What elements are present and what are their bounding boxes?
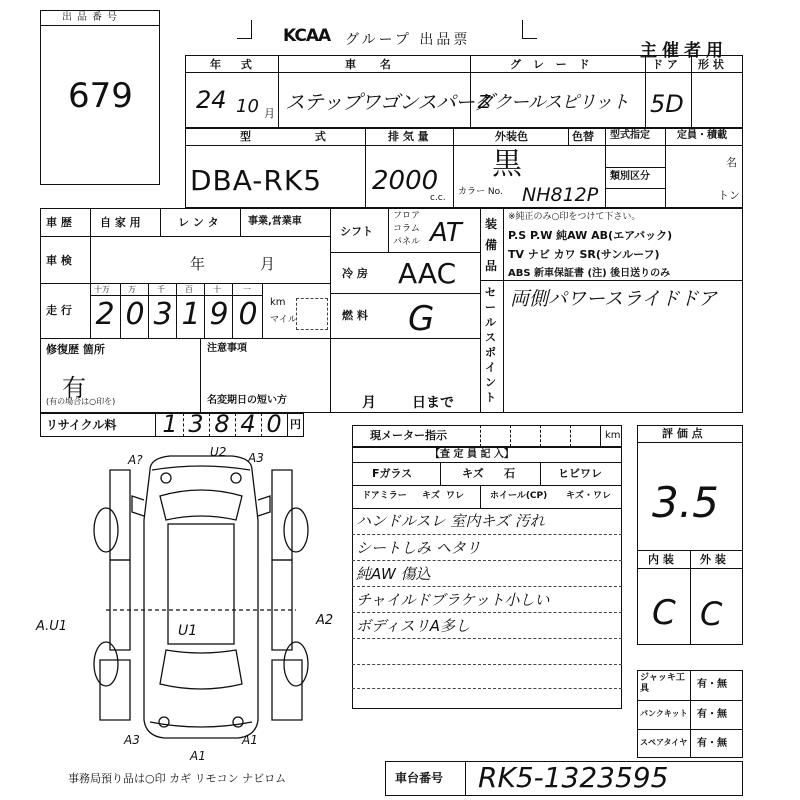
damage-mark: A3 <box>124 733 140 747</box>
wheel-label: ホイール(CP) <box>490 491 548 501</box>
km-unit: km <box>270 297 286 308</box>
fglass-label: Fガラス <box>372 467 413 480</box>
disp-value: 2000 <box>372 166 439 196</box>
color-value: 黒 <box>492 147 522 182</box>
color-change-label: 色替 <box>572 130 594 143</box>
mirror-crack[interactable]: ワレ <box>446 491 465 501</box>
inspector-remark: チャイルドブラケット小しい <box>356 591 550 609</box>
color-code-value: NH812P <box>522 184 599 206</box>
car-name-value: ステップワゴンスパーダ <box>285 90 493 114</box>
recycle-label: リサイクル料 <box>46 418 117 432</box>
history-option-rental[interactable]: レ ン タ <box>178 216 219 229</box>
damage-mark: A2 <box>316 613 334 628</box>
inspection-year-unit: 年 <box>190 255 206 273</box>
organizer-label: 主催者用 <box>640 41 728 61</box>
damage-mark: A1 <box>190 749 206 763</box>
mileage-unit: 十万 <box>94 285 110 294</box>
ac-value: AAC <box>398 257 457 290</box>
month-value: 10 <box>236 96 259 117</box>
color-code-label: カラー No. <box>458 187 503 197</box>
repair-note: (有の場合は○印を) <box>46 397 116 406</box>
equipment-line: ABS 新車保証書 (注) 後日送りのみ <box>508 268 671 279</box>
inspector-remark: ボディスリA多し <box>356 617 471 635</box>
grade-value: Z クールスピリット <box>478 92 629 113</box>
wheel-scratch[interactable]: キズ <box>566 491 584 501</box>
mileage-label: 走 行 <box>46 304 72 317</box>
mileage-unit: 十 <box>213 285 221 294</box>
rating-value: 3.5 <box>652 478 719 527</box>
mirror-label: ドアミラー <box>362 491 407 501</box>
sales-point-value: 両側パワースライドドア <box>510 288 717 310</box>
color-label: 外装色 <box>495 130 528 143</box>
history-option-business[interactable]: 事業,営業車 <box>248 216 302 227</box>
mileage-unit: 千 <box>157 285 165 294</box>
accessory-name: パンクキット <box>640 709 688 718</box>
meter-unit: km <box>605 430 621 441</box>
name-label: 車 名 <box>345 58 401 71</box>
meter-label: 現メーター指示 <box>370 429 447 442</box>
chassis-value: RK5-1323595 <box>478 761 669 794</box>
mileage-digit: 2 <box>95 297 115 332</box>
month-unit: 月 <box>264 107 275 120</box>
footer-note: 事務局預り品は○印 カギ リモコン ナビロム <box>68 772 287 785</box>
interior-label: 内 装 <box>648 553 674 566</box>
inspector-remark: 純AW 傷込 <box>356 565 431 583</box>
damage-mark: A1 <box>242 733 258 747</box>
accessory-value[interactable]: 有・無 <box>697 679 727 690</box>
accessory-name: スペアタイヤ <box>640 738 688 747</box>
fglass-stone[interactable]: 石 <box>504 467 515 480</box>
recycle-digit: 1 <box>162 410 178 438</box>
fuel-label: 燃 料 <box>342 309 368 322</box>
ac-label: 冷 房 <box>342 267 368 280</box>
damage-mark: U2 <box>210 445 227 459</box>
mileage-digit: 3 <box>153 297 173 332</box>
damage-mark: A.U1 <box>36 619 68 634</box>
accessory-value[interactable]: 有・無 <box>697 709 727 720</box>
equipment-label: 装備品 <box>485 217 498 273</box>
damage-mark: A3 <box>248 451 264 465</box>
recycle-digit: 8 <box>214 410 230 438</box>
accessory-name: ジャッキ工具 <box>640 673 685 694</box>
ton-unit: トン <box>718 189 740 202</box>
history-option-private[interactable]: 自 家 用 <box>100 216 141 229</box>
chassis-label: 車台番号 <box>395 771 444 785</box>
inspection-label: 車 検 <box>46 254 72 267</box>
damage-mark: A? <box>128 453 143 467</box>
deadline-month: 月 <box>362 395 376 411</box>
recycle-digit: 4 <box>240 410 256 438</box>
header-logo: KCAA <box>283 26 331 46</box>
capacity-label: 定員・積載 <box>677 130 727 141</box>
lot-number: 679 <box>68 76 133 116</box>
persons-unit: 名 <box>726 156 737 169</box>
mirror-scratch[interactable]: キズ <box>422 491 440 501</box>
fglass-crack[interactable]: ヒビワレ <box>558 467 602 480</box>
mileage-unit: 一 <box>243 285 251 294</box>
recycle-digit: 3 <box>188 410 204 438</box>
mileage-unit: 万 <box>128 285 136 294</box>
interior-value: C <box>652 593 676 633</box>
year-label: 年 式 <box>210 58 260 71</box>
mileage-unit: 百 <box>185 285 193 294</box>
equipment-line: P.S P.W 純AW AB(エアバック) <box>508 229 673 242</box>
repair-value: 有 <box>62 374 86 402</box>
mile-unit: マイル <box>270 315 297 325</box>
grade-label: グ レ ー ド <box>510 58 594 71</box>
fuel-value: G <box>408 299 435 339</box>
wheel-crack[interactable]: ・ワレ <box>584 491 612 501</box>
doors-value: 5D <box>650 90 684 118</box>
recycle-digit: 0 <box>266 410 282 438</box>
fglass-scratch[interactable]: キズ <box>462 467 484 480</box>
exterior-value: C <box>700 595 723 633</box>
equipment-note: ※純正のみ○印をつけて下さい。 <box>508 212 641 222</box>
shift-value: AT <box>430 218 462 248</box>
accessory-value[interactable]: 有・無 <box>697 738 727 749</box>
doors-label: ド ア <box>652 58 678 71</box>
inspection-month-unit: 月 <box>260 255 276 273</box>
mileage-digit: 0 <box>238 297 258 332</box>
sales-point-label: セールスポイント <box>485 286 496 404</box>
mileage-digit: 1 <box>181 297 201 332</box>
repair-label: 修復歴 箇所 <box>46 343 105 356</box>
shift-option-column[interactable]: コラム <box>393 224 420 234</box>
rating-label: 評 価 点 <box>662 427 703 440</box>
model-label: 型 式 <box>240 130 356 143</box>
shift-label: シフト <box>340 225 373 238</box>
exterior-label: 外 装 <box>700 553 726 566</box>
disp-label: 排 気 量 <box>388 130 429 143</box>
class-label: 類別区分 <box>610 171 650 182</box>
equipment-line: TV ナビ カワ SR(サンルーフ) <box>508 248 660 261</box>
shape-label: 形 状 <box>698 58 724 71</box>
mileage-digit: 9 <box>209 297 229 332</box>
inspector-remark: ハンドルスレ 室内キズ 汚れ <box>356 512 545 530</box>
cc-unit: c.c. <box>430 193 446 203</box>
shift-option-floor[interactable]: フロア <box>393 211 421 221</box>
damage-mark: U1 <box>178 623 198 639</box>
model-value: DBA-RK5 <box>190 164 323 197</box>
type-spec-label: 型式指定 <box>610 130 650 141</box>
recycle-unit: 円 <box>290 418 301 431</box>
inspector-label: 【査 定 員 記 入】 <box>430 449 514 460</box>
history-label: 車 歴 <box>46 216 72 229</box>
inspector-remark: シートしみ ヘタリ <box>356 539 481 557</box>
lot-label: 出品番号 <box>62 12 122 23</box>
deadline-label: 名変期日の短い方 <box>207 395 287 406</box>
deadline-day: 日まで <box>412 395 454 411</box>
shift-option-panel[interactable]: パネル <box>393 237 421 247</box>
notes-label: 注意事項 <box>207 343 247 354</box>
header-title: グループ 出品票 <box>345 32 471 48</box>
mileage-digit: 0 <box>125 297 145 332</box>
year-value: 24 <box>196 86 227 114</box>
